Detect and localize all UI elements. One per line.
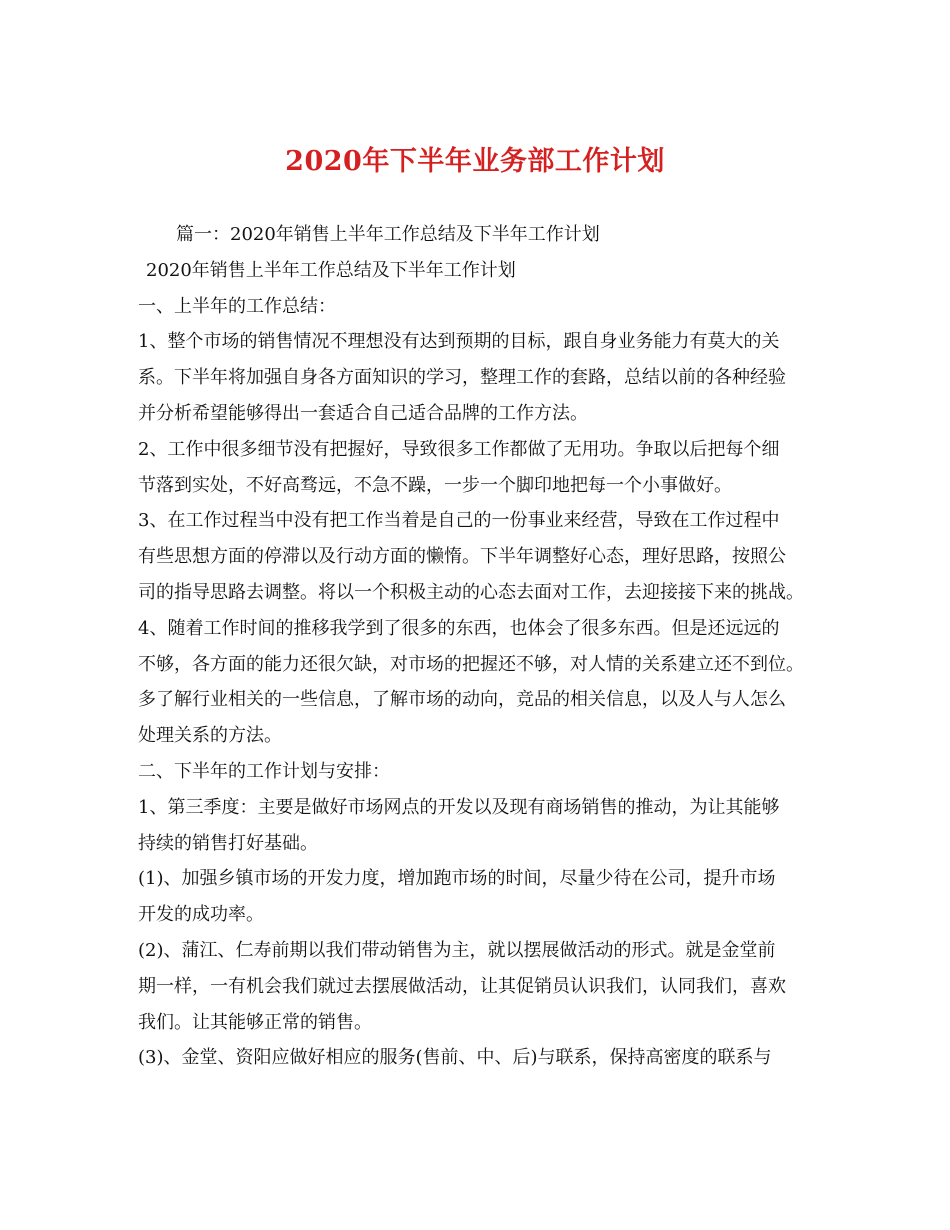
- paragraph-line: (2)、蒲江、仁寿前期以我们带动销售为主，就以摆展做活动的形式。就是金堂前: [138, 939, 776, 961]
- paragraph-line: 节落到实处，不好高骛远，不急不躁，一步一个脚印地把每一个小事做好。: [138, 474, 732, 496]
- paragraph-line: 3、在工作过程当中没有把工作当着是自己的一份事业来经营，导致在工作过程中: [138, 510, 780, 532]
- paragraph-line: 篇一：2020年销售上半年工作总结及下半年工作计划: [176, 224, 600, 245]
- paragraph-line: 处理关系的方法。: [138, 725, 282, 747]
- paragraph-line: 2、工作中很多细节没有把握好，导致很多工作都做了无用功。争取以后把每个细: [138, 438, 780, 460]
- paragraph-line: 开发的成功率。: [138, 904, 264, 926]
- document-body: [138, 217, 838, 1076]
- paragraph-line: (1)、加强乡镇市场的开发力度，增加跑市场的时间，尽量少待在公司，提升市场: [138, 868, 776, 890]
- paragraph-line: 1、整个市场的销售情况不理想没有达到预期的目标，跟自身业务能力有莫大的关: [138, 331, 780, 353]
- paragraph-line: 并分析希望能够得出一套适合自己适合品牌的工作方法。: [138, 402, 588, 424]
- paragraph-line: 有些思想方面的停滞以及行动方面的懒惰。下半年调整好心态，理好思路，按照公: [138, 546, 786, 568]
- section-heading: 二、下半年的工作计划与安排：: [138, 760, 390, 782]
- paragraph-line: 系。下半年将加强自身各方面知识的学习，整理工作的套路，总结以前的各种经验: [138, 367, 786, 389]
- paragraph-line: 2020年销售上半年工作总结及下半年工作计划: [146, 259, 516, 281]
- paragraph-line: 不够，各方面的能力还很欠缺，对市场的把握还不够，对人情的关系建立还不到位。: [138, 653, 804, 675]
- paragraph-line: 期一样，一有机会我们就过去摆展做活动，让其促销员认识我们，认同我们，喜欢: [138, 975, 786, 997]
- section-heading: 一、上半年的工作总结：: [138, 295, 336, 317]
- paragraph-line: 司的指导思路去调整。将以一个积极主动的心态去面对工作，去迎接接下来的挑战。: [138, 581, 804, 603]
- paragraph-line: 我们。让其能够正常的销售。: [138, 1011, 372, 1033]
- paragraph-line: 持续的销售打好基础。: [138, 832, 318, 854]
- paragraph-line: 4、随着工作时间的推移我学到了很多的东西，也体会了很多东西。但是还远远的: [138, 617, 780, 639]
- paragraph-line: 多了解行业相关的一些信息，了解市场的动向，竞品的相关信息，以及人与人怎么: [138, 689, 786, 711]
- paragraph-line: 1、第三季度：主要是做好市场网点的开发以及现有商场销售的推动，为让其能够: [138, 796, 780, 818]
- document-title: 2020年下半年业务部工作计划: [285, 146, 665, 177]
- paragraph-line: (3)、金堂、资阳应做好相应的服务(售前、中、后)与联系，保持高密度的联系与: [138, 1047, 772, 1069]
